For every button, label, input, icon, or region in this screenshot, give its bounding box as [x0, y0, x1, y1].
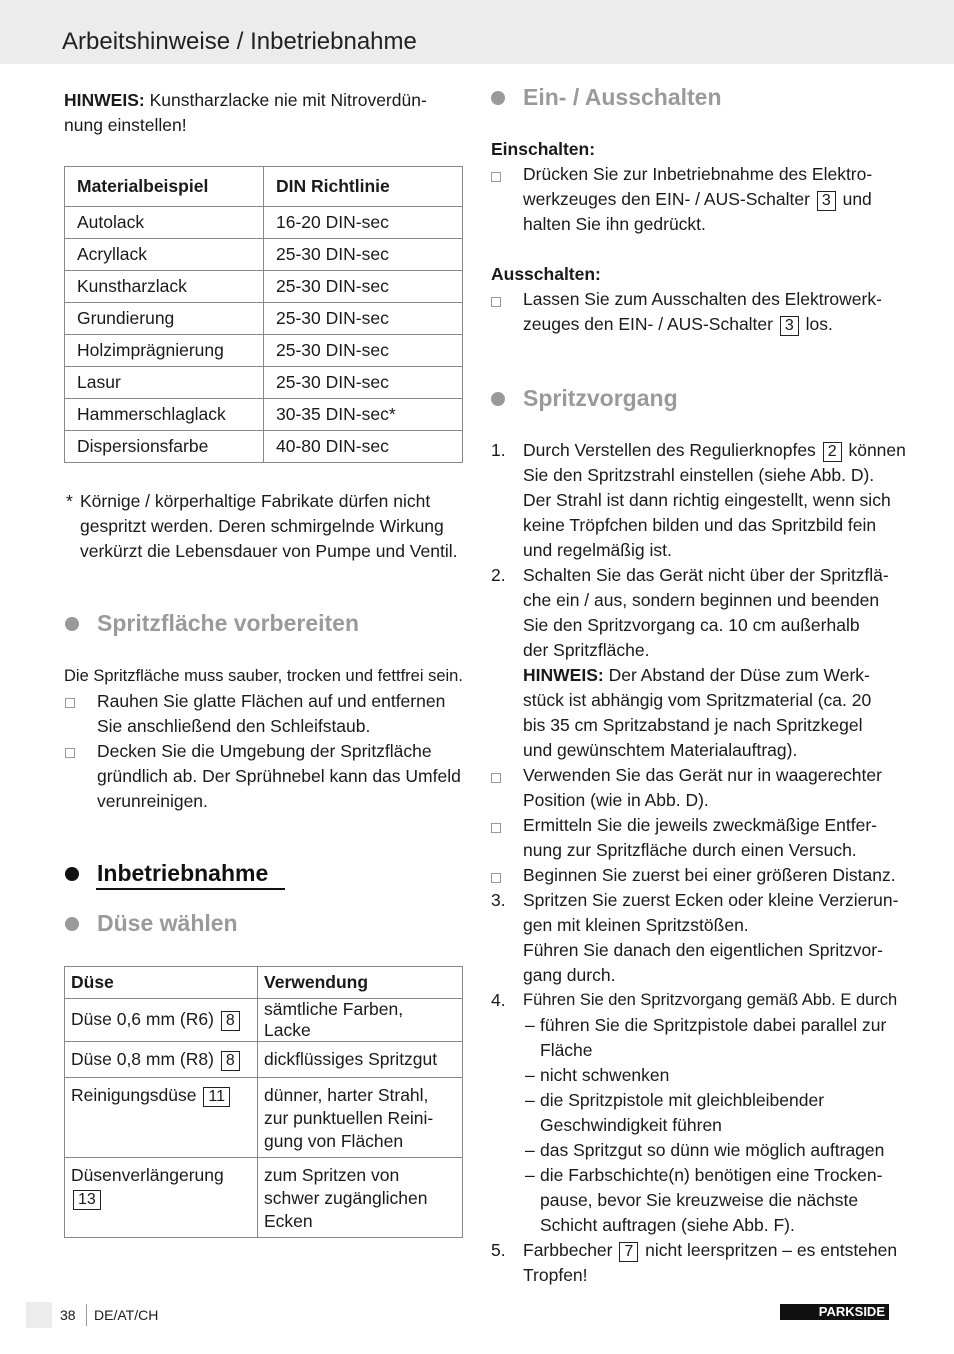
bullet-dot-icon — [65, 917, 79, 931]
material-table — [64, 166, 463, 463]
section-title-onoff: Ein- / Ausschalten — [523, 84, 722, 110]
dash-marker: – — [525, 1090, 535, 1110]
dash-line: die Spritzpistole mit gleichbleibender — [540, 1090, 825, 1110]
bullet-dot-icon — [491, 91, 505, 105]
checkbox-square-icon — [491, 172, 501, 182]
table-cell: 16-20 DIN-sec — [264, 207, 463, 239]
table-cell: 25-30 DIN-sec — [264, 271, 463, 303]
section-title-prepare: Spritzfläche vorbereiten — [97, 610, 360, 636]
table-cell: 30-35 DIN-sec* — [264, 399, 463, 431]
footnote-line: gespritzt werden. Deren schmirgelnde Wirkung — [80, 516, 444, 536]
note-line-2: nung einstellen! — [64, 115, 187, 135]
table-header-nozzle: Düse — [65, 967, 258, 999]
dash-marker: – — [525, 1140, 535, 1160]
checkbox-square-icon — [65, 748, 75, 758]
on-label: Einschalten: — [491, 139, 596, 159]
section-title-start: Inbetriebnahme — [97, 860, 269, 886]
table-cell: Düse 0,8 mm (R8) 8 — [65, 1042, 258, 1078]
table-cell: 25-30 DIN-sec — [264, 303, 463, 335]
step-number: 1. — [491, 440, 506, 460]
section-title-nozzle: Düse wählen — [97, 910, 238, 936]
footnote-line: verkürzt die Lebensdauer von Pumpe und Ventil. — [80, 541, 458, 561]
step-line: der Spritzfläche. — [523, 640, 650, 660]
dash-line: pause, bevor Sie kreuzweise die nächste — [540, 1190, 859, 1210]
table-cell: Holzimprägnierung — [65, 335, 264, 367]
off-label: Ausschalten: — [491, 264, 601, 284]
table-cell: Kunstharzlack — [65, 271, 264, 303]
page-header — [0, 0, 954, 64]
table-cell: Hammerschlaglack — [65, 399, 264, 431]
table-cell: zum Spritzen von schwer zugänglichen Ecken — [258, 1158, 463, 1238]
off-line: Lassen Sie zum Ausschalten des Elektrowerk- — [523, 289, 882, 309]
off-line: zeuges den EIN- / AUS-Schalter 3 los. — [523, 314, 833, 334]
dash-line: Schicht auftragen (siehe Abb. F). — [540, 1215, 795, 1235]
checkbox-square-icon — [65, 698, 75, 708]
step-note-line: bis 35 cm Spritzabstand je nach Spritzkegel — [523, 715, 863, 735]
page-title: Arbeitshinweise / Inbetriebnahme — [62, 28, 417, 55]
footnote-star: * — [66, 491, 73, 511]
checkbox-square-icon — [491, 297, 501, 307]
step-note-line: und gewünschtem Materialauftrag). — [523, 740, 798, 760]
dash-line: Fläche — [540, 1040, 593, 1060]
step-line: gen mit kleinen Spritzstößen. — [523, 915, 749, 935]
table-cell: sämtliche Farben, Lacke — [258, 999, 463, 1042]
page-number: 38 — [60, 1307, 76, 1323]
title-underline — [96, 888, 285, 890]
step-note-line: HINWEIS: Der Abstand der Düse zum Werk- — [523, 665, 870, 685]
step-note-line: stück ist abhängig vom Spritzmaterial (ca. 20 — [523, 690, 872, 710]
table-cell: Reinigungsdüse 11 — [65, 1078, 258, 1158]
on-line: halten Sie ihn gedrückt. — [523, 214, 706, 234]
bullet-dot-icon — [65, 867, 79, 881]
step-line: und regelmäßig ist. — [523, 540, 672, 560]
table-header-material: Materialbeispiel — [65, 167, 264, 207]
prepare-bullet-line: Decken Sie die Umgebung der Spritzfläche — [97, 741, 432, 761]
checkbox-square-icon — [491, 773, 501, 783]
dash-marker: – — [525, 1015, 535, 1035]
table-cell: dünner, harter Strahl, zur punktuellen Reini- gung von Flächen — [258, 1078, 463, 1158]
step-line: Tropfen! — [523, 1265, 588, 1285]
language-code: DE/AT/CH — [94, 1307, 159, 1323]
footnote-line: Körnige / körperhaltige Fabrikate dürfen nicht — [80, 491, 431, 511]
prepare-bullet-line: verunreinigen. — [97, 791, 208, 811]
bullet-dot-icon — [65, 617, 79, 631]
footer-divider — [86, 1304, 87, 1326]
bullet-line: Position (wie in Abb. D). — [523, 790, 709, 810]
table-cell: Dispersionsfarbe — [65, 431, 264, 463]
step-line: Schalten Sie das Gerät nicht über der Spritzflä- — [523, 565, 889, 585]
nozzle-table — [64, 966, 463, 1238]
table-cell: 25-30 DIN-sec — [264, 335, 463, 367]
prepare-bullet-line: gründlich ab. Der Sprühnebel kann das Umfeld — [97, 766, 461, 786]
on-line: werkzeuges den EIN- / AUS-Schalter 3 und — [523, 189, 872, 209]
dash-line: die Farbschichte(n) benötigen eine Trocken- — [540, 1165, 883, 1185]
bullet-line: nung zur Spritzfläche durch einen Versuch. — [523, 840, 857, 860]
bullet-dot-icon — [491, 392, 505, 406]
on-line: Drücken Sie zur Inbetriebnahme des Elektro- — [523, 164, 873, 184]
dash-line: führen Sie die Spritzpistole dabei parallel zur — [540, 1015, 887, 1035]
table-cell: 25-30 DIN-sec — [264, 367, 463, 399]
step-line: Führen Sie den Spritzvorgang gemäß Abb. E durch — [523, 991, 898, 1009]
step-line: keine Tröpfchen bilden und das Spritzbild fein — [523, 515, 877, 535]
table-header-use: Verwendung — [258, 967, 463, 999]
dash-marker: – — [525, 1065, 535, 1085]
step-line: Farbbecher 7 nicht leerspritzen – es entstehen — [523, 1240, 898, 1260]
footer-marker — [26, 1302, 52, 1328]
table-cell: 40-80 DIN-sec — [264, 431, 463, 463]
step-number: 2. — [491, 565, 506, 585]
step-line: Spritzen Sie zuerst Ecken oder kleine Verzierun- — [523, 890, 899, 910]
table-cell: Düsenverlängerung 13 — [65, 1158, 258, 1238]
prepare-bullet-line: Rauhen Sie glatte Flächen auf und entfernen — [97, 691, 446, 711]
table-cell: 25-30 DIN-sec — [264, 239, 463, 271]
step-line: Sie den Spritzvorgang ca. 10 cm außerhalb — [523, 615, 860, 635]
step-line: gang durch. — [523, 965, 616, 985]
step-number: 5. — [491, 1240, 506, 1260]
step-number: 3. — [491, 890, 506, 910]
bullet-line: Beginnen Sie zuerst bei einer größeren Distanz. — [523, 865, 896, 885]
note-line-1: HINWEIS: Kunstharzlacke nie mit Nitroverdün- — [64, 90, 427, 110]
prepare-intro: Die Spritzfläche muss sauber, trocken und fettfrei sein. — [64, 667, 463, 685]
step-number: 4. — [491, 990, 506, 1010]
table-cell: Grundierung — [65, 303, 264, 335]
dash-line: Geschwindigkeit führen — [540, 1115, 722, 1135]
section-title-spray: Spritzvorgang — [523, 385, 678, 411]
bullet-line: Verwenden Sie das Gerät nur in waagerechter — [523, 765, 882, 785]
checkbox-square-icon — [491, 873, 501, 883]
dash-line: nicht schwenken — [540, 1065, 670, 1085]
table-cell: dickflüssiges Spritzgut — [258, 1042, 463, 1078]
step-line: Sie den Spritzstrahl einstellen (siehe Abb. D). — [523, 465, 875, 485]
step-line: che ein / aus, sondern beginnen und beenden — [523, 590, 880, 610]
step-line: Der Strahl ist dann richtig eingestellt, wenn sich — [523, 490, 891, 510]
prepare-bullet-line: Sie anschließend den Schleifstaub. — [97, 716, 371, 736]
step-line: Führen Sie danach den eigentlichen Spritzvor- — [523, 940, 883, 960]
brand-logo: PARKSIDE — [780, 1304, 889, 1320]
checkbox-square-icon — [491, 823, 501, 833]
dash-marker: – — [525, 1165, 535, 1185]
table-cell: Autolack — [65, 207, 264, 239]
step-line: Durch Verstellen des Regulierknopfes 2 können — [523, 440, 906, 460]
dash-line: das Spritzgut so dünn wie möglich auftragen — [540, 1140, 885, 1160]
bullet-line: Ermitteln Sie die jeweils zweckmäßige Entfer- — [523, 815, 878, 835]
table-header-din: DIN Richtlinie — [264, 167, 463, 207]
table-cell: Acryllack — [65, 239, 264, 271]
table-cell: Lasur — [65, 367, 264, 399]
table-cell: Düse 0,6 mm (R6) 8 — [65, 999, 258, 1042]
